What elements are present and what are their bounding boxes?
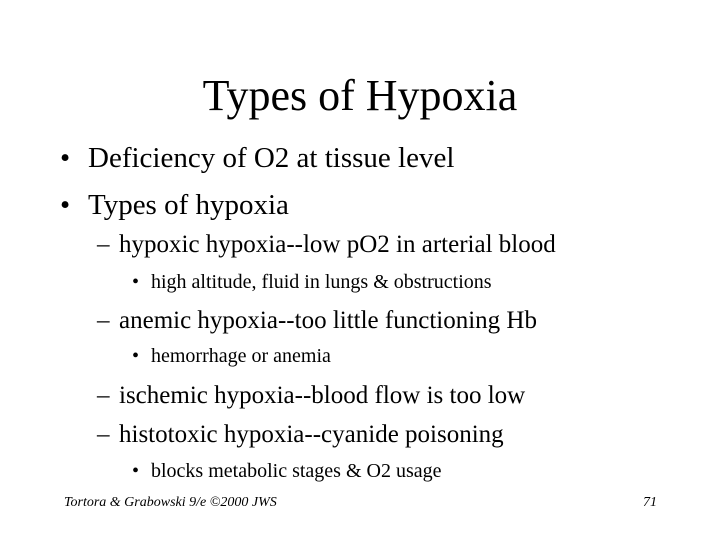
slide-title: Types of Hypoxia bbox=[202, 71, 518, 120]
bullet-marker: • bbox=[60, 189, 71, 221]
sub-item-text: ischemic hypoxia--blood flow is too low bbox=[119, 382, 526, 409]
bullet-text: Deficiency of O2 at tissue level bbox=[88, 142, 455, 174]
bullet-marker: • bbox=[132, 345, 140, 367]
sub-item-text: histotoxic hypoxia--cyanide poisoning bbox=[119, 421, 504, 448]
sub-item-text: hypoxic hypoxia--low pO2 in arterial blood bbox=[119, 231, 556, 258]
detail-text: high altitude, fluid in lungs & obstructions bbox=[151, 271, 492, 293]
bullet-item bbox=[60, 141, 70, 175]
detail-text: hemorrhage or anemia bbox=[151, 345, 331, 367]
footer-credit: Tortora & Grabowski 9/e ©2000 JWS bbox=[64, 495, 277, 510]
page-number: 71 bbox=[643, 495, 657, 510]
sub-item-text: anemic hypoxia--too little functioning Hb bbox=[119, 307, 537, 334]
dash-marker: – bbox=[97, 231, 110, 258]
bullet-marker: • bbox=[132, 271, 140, 293]
dash-marker: – bbox=[97, 382, 110, 409]
dash-marker: – bbox=[97, 421, 110, 448]
bullet-marker: • bbox=[60, 142, 71, 174]
bullet-text: Types of hypoxia bbox=[88, 189, 289, 221]
bullet-marker: • bbox=[132, 460, 140, 482]
bullet-item bbox=[60, 188, 70, 222]
dash-marker: – bbox=[97, 307, 110, 334]
detail-text: blocks metabolic stages & O2 usage bbox=[151, 460, 442, 482]
